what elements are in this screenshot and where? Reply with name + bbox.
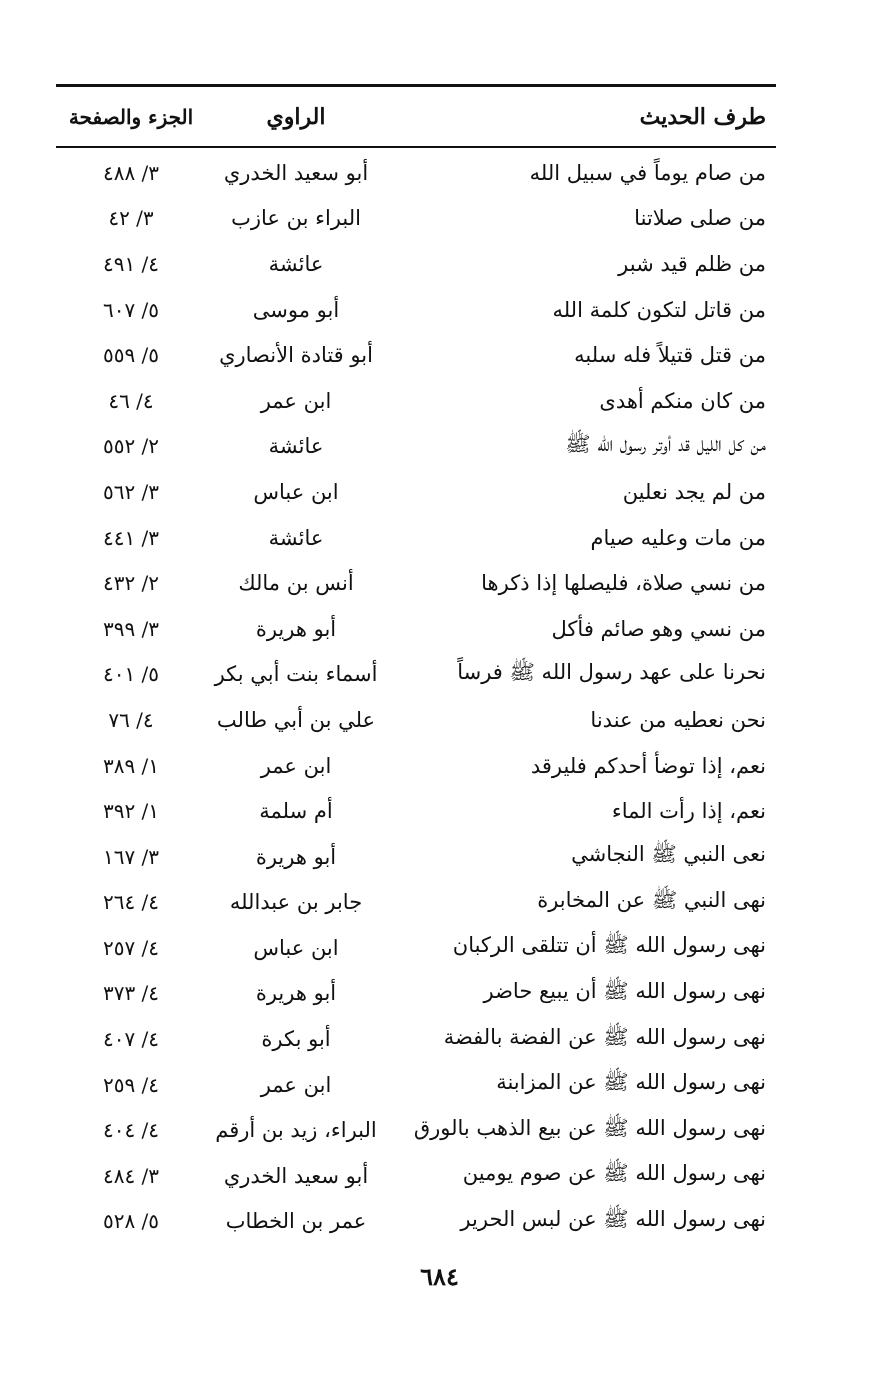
- narrator-name: أبو قتادة الأنصاري: [219, 343, 373, 368]
- volume-page-reference: ٥/ ٦٠٧: [102, 297, 160, 322]
- hadith-text: من كان منكم أهدى: [599, 388, 766, 413]
- hadith-text: نحرنا على عهد رسول الله ﷺ فرساً: [457, 659, 766, 684]
- table-row: [56, 1016, 776, 1062]
- narrator-name: ابن عمر: [260, 388, 332, 413]
- narrator-name: أبو بكرة: [261, 1027, 331, 1052]
- table-row: [56, 743, 776, 789]
- table-row: [56, 560, 776, 606]
- hadith-text: من كل الليل قد أوتر رسول الله ﷺ: [565, 431, 766, 456]
- top-rule: [56, 84, 776, 87]
- table-row: [56, 515, 776, 561]
- hadith-text: من قتل قتيلاً فله سلبه: [574, 343, 766, 368]
- narrator-name: علي بن أبي طالب: [216, 707, 376, 732]
- volume-page-reference: ٢/ ٤٣٢: [102, 571, 160, 596]
- table-row: [56, 378, 776, 424]
- hadith-text: نهى رسول الله ﷺ عن الفضة بالفضة: [443, 1024, 766, 1049]
- volume-page-reference: ٣/ ٣٩٩: [102, 616, 160, 641]
- hadith-text: نعى النبي ﷺ النجاشي: [571, 842, 766, 867]
- hadith-text: من ظلم قيد شبر: [618, 251, 766, 276]
- volume-page-reference: ٤/ ٢٦٤: [102, 890, 160, 915]
- header-hadith: طرف الحديث: [639, 104, 766, 130]
- narrator-name: ابن عمر: [260, 1072, 332, 1097]
- volume-page-reference: ٤/ ٤٠٧: [102, 1027, 160, 1052]
- table-row: [56, 652, 776, 698]
- volume-page-reference: ٣/ ٤٤١: [102, 525, 160, 550]
- hadith-text: نعم، إذا رأت الماء: [611, 799, 766, 824]
- hadith-text: نهى رسول الله ﷺ عن المزابنة: [496, 1070, 766, 1095]
- hadith-text: من قاتل لتكون كلمة الله: [552, 297, 766, 322]
- hadith-text: من نسي صلاة، فليصلها إذا ذكرها: [481, 571, 766, 596]
- hadith-text: نعم، إذا توضأ أحدكم فليرقد: [530, 753, 766, 778]
- table-row: [56, 241, 776, 287]
- volume-page-reference: ٥/ ٥٢٨: [102, 1209, 160, 1234]
- volume-page-reference: ٤/ ٣٧٣: [102, 981, 160, 1006]
- narrator-name: عائشة: [268, 251, 324, 276]
- narrator-name: ابن عباس: [253, 479, 339, 504]
- volume-page-reference: ١/ ٣٩٢: [102, 799, 160, 824]
- narrator-name: عائشة: [268, 434, 324, 459]
- volume-page-reference: ٤/ ٤٦: [108, 388, 154, 413]
- narrator-name: البراء، زيد بن أرقم: [215, 1118, 377, 1143]
- table-row: [56, 834, 776, 880]
- hadith-text: من مات وعليه صيام: [590, 525, 766, 550]
- hadith-text: من نسي وهو صائم فأكل: [551, 616, 766, 641]
- table-row: [56, 1153, 776, 1199]
- volume-page-reference: ٤/ ٤٠٤: [102, 1118, 160, 1143]
- table-row: [56, 1199, 776, 1245]
- narrator-name: أبو سعيد الخدري: [223, 160, 369, 185]
- volume-page-reference: ٣/ ٤٨٨: [102, 160, 160, 185]
- volume-page-reference: ٣/ ٤٨٤: [102, 1163, 160, 1188]
- table-body: [56, 150, 776, 1244]
- hadith-text: من صلى صلاتنا: [634, 206, 766, 231]
- volume-page-reference: ٢/ ٥٥٢: [102, 434, 160, 459]
- narrator-name: أم سلمة: [259, 799, 333, 824]
- table-row: [56, 287, 776, 333]
- narrator-name: أنس بن مالك: [238, 571, 354, 596]
- narrator-name: أبو هريرة: [255, 616, 337, 641]
- hadith-text: نهى النبي ﷺ عن المخابرة: [537, 887, 766, 912]
- table-row: [56, 880, 776, 926]
- volume-page-reference: ٤/ ٢٥٧: [102, 935, 160, 960]
- hadith-text: نهى رسول الله ﷺ أن يبيع حاضر: [483, 978, 766, 1003]
- table-row: [56, 925, 776, 971]
- volume-page-reference: ٤/ ٤٩١: [102, 251, 160, 276]
- volume-page-reference: ٤/ ٧٦: [108, 707, 154, 732]
- header-rule: [56, 146, 776, 148]
- narrator-name: أبو موسى: [252, 297, 340, 322]
- narrator-name: البراء بن عازب: [231, 206, 361, 231]
- narrator-name: ابن عمر: [260, 753, 332, 778]
- table-row: [56, 697, 776, 743]
- table-row: [56, 424, 776, 470]
- table-row: [56, 150, 776, 196]
- table-row: [56, 971, 776, 1017]
- narrator-name: ابن عباس: [253, 935, 339, 960]
- header-reference: الجزء والصفحة: [68, 105, 194, 129]
- narrator-name: أسماء بنت أبي بكر: [214, 662, 378, 687]
- volume-page-reference: ٥/ ٤٠١: [102, 662, 160, 687]
- narrator-name: عائشة: [268, 525, 324, 550]
- volume-page-reference: ٣/ ٥٦٢: [102, 479, 160, 504]
- volume-page-reference: ٣/ ١٦٧: [102, 844, 160, 869]
- table-row: [56, 1107, 776, 1153]
- table-row: [56, 196, 776, 242]
- hadith-text: من لم يجد نعلين: [622, 479, 766, 504]
- narrator-name: أبو هريرة: [255, 844, 337, 869]
- table-row: [56, 469, 776, 515]
- volume-page-reference: ١/ ٣٨٩: [102, 753, 160, 778]
- volume-page-reference: ٤/ ٢٥٩: [102, 1072, 160, 1097]
- hadith-text: نهى رسول الله ﷺ عن صوم يومين: [462, 1161, 766, 1186]
- table-row: [56, 1062, 776, 1108]
- narrator-name: جابر بن عبدالله: [229, 890, 363, 915]
- table-header: [56, 92, 776, 142]
- narrator-name: أبو هريرة: [255, 981, 337, 1006]
- hadith-text: نهى رسول الله ﷺ أن تتلقى الركبان: [452, 933, 766, 958]
- page-number: ٦٨٤: [420, 1262, 459, 1291]
- hadith-text: نهى رسول الله ﷺ عن لبس الحرير: [460, 1206, 766, 1231]
- hadith-text: نهى رسول الله ﷺ عن بيع الذهب بالورق: [413, 1115, 766, 1140]
- volume-page-reference: ٥/ ٥٥٩: [102, 343, 160, 368]
- header-narrator: الراوي: [266, 104, 326, 130]
- table-row: [56, 332, 776, 378]
- volume-page-reference: ٣/ ٤٢: [108, 206, 154, 231]
- table-row: [56, 606, 776, 652]
- narrator-name: أبو سعيد الخدري: [223, 1163, 369, 1188]
- table-row: [56, 788, 776, 834]
- hadith-text: نحن نعطيه من عندنا: [590, 707, 766, 732]
- narrator-name: عمر بن الخطاب: [225, 1209, 367, 1234]
- hadith-text: من صام يوماً في سبيل الله: [529, 160, 766, 185]
